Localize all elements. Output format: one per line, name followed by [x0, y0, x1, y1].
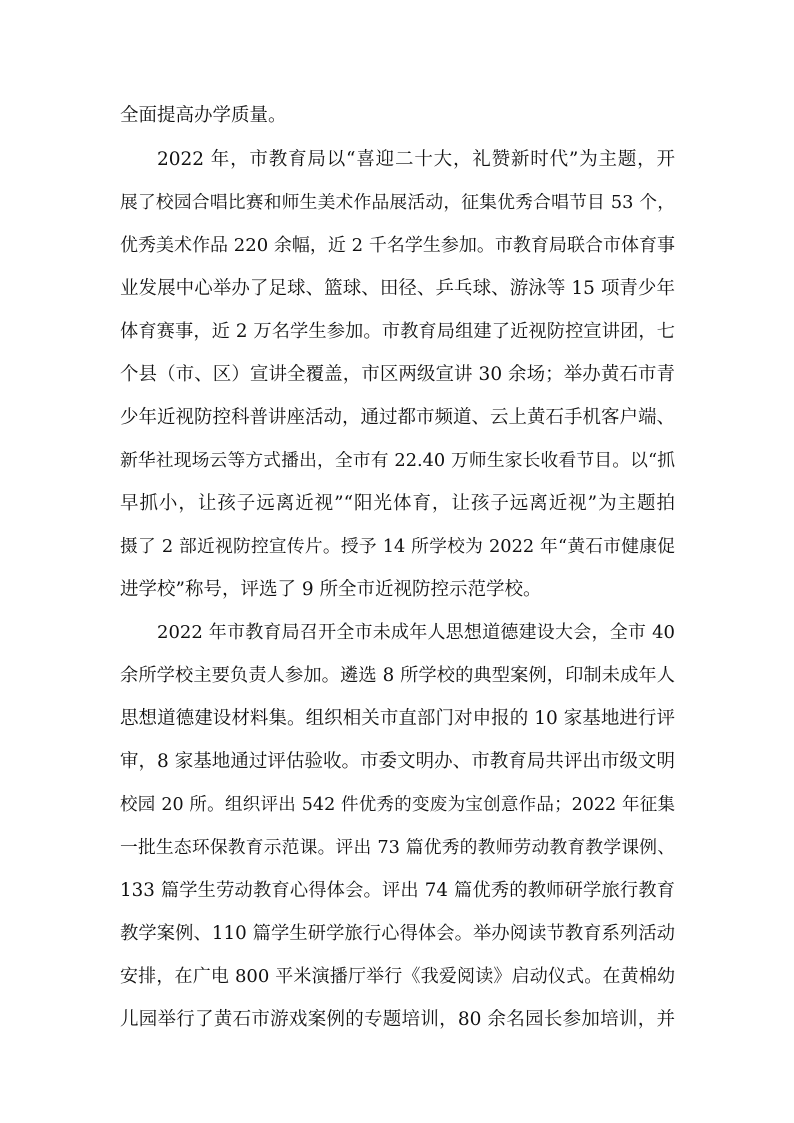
paragraph-line: 安排，在广电 800 平米演播厅举行《我爱阅读》启动仪式。在黄棉幼 [120, 966, 675, 987]
paragraph-line: 展了校园合唱比赛和师生美术作品展活动，征集优秀合唱节目 53 个， [120, 193, 675, 213]
paragraph-line: 2022 年市教育局召开全市未成年人思想道德建设大会，全市 40 [157, 622, 675, 643]
paragraph-line: 个县（市、区）宣讲全覆盖，市区两级宣讲 30 余场；举办黄石市青 [120, 364, 675, 385]
paragraph-line: 2022 年，市教育局以“喜迎二十大，礼赞新时代”为主题，开 [157, 149, 675, 170]
paragraph-line: 余所学校主要负责人参加。遴选 8 所学校的典型案例，印制未成年人 [120, 665, 675, 686]
paragraph-line: 少年近视防控科普讲座活动，通过都市频道、云上黄石手机客户端、 [120, 407, 676, 428]
paragraph-line: 校园 20 所。组织评出 542 件优秀的变废为宝创意作品；2022 年征集 [120, 795, 675, 815]
paragraph-line: 体育赛事，近 2 万名学生参加。市教育局组建了近视防控宣讲团，七 [120, 321, 675, 342]
paragraph-line: 早抓小，让孩子远离近视”“阳光体育，让孩子远离近视”为主题拍 [120, 493, 675, 514]
paragraph-line: 思想道德建设材料集。组织相关市直部门对申报的 10 家基地进行评 [120, 708, 675, 729]
paragraph-line: 进学校”称号，评选了 9 所全市近视防控示范学校。 [120, 579, 542, 600]
paragraph-line: 优秀美术作品 220 余幅，近 2 千名学生参加。市教育局联合市体育事 [120, 235, 675, 256]
paragraph-line: 业发展中心举办了足球、篮球、田径、乒乓球、游泳等 15 项青少年 [120, 278, 675, 299]
paragraph-line: 儿园举行了黄石市游戏案例的专题培训，80 余名园长参加培训，并 [120, 1009, 675, 1030]
paragraph-line: 教学案例、110 篇学生研学旅行心得体会。举办阅读节教育系列活动 [120, 923, 675, 944]
paragraph-line: 摄了 2 部近视防控宣传片。授予 14 所学校为 2022 年“黄石市健康促 [120, 537, 675, 557]
paragraph-line: 一批生态环保教育示范课。评出 73 篇优秀的教师劳动教育教学课例、 [120, 838, 675, 858]
paragraph-line: 新华社现场云等方式播出，全市有 22.40 万师生家长收看节目。以“抓 [120, 451, 675, 471]
paragraph-line: 全面提高办学质量。 [120, 105, 287, 126]
paragraph-line: 审，8 家基地通过评估验收。市委文明办、市教育局共评出市级文明 [120, 751, 675, 772]
paragraph-line: 133 篇学生劳动教育心得体会。评出 74 篇优秀的教师研学旅行教育 [120, 880, 675, 901]
